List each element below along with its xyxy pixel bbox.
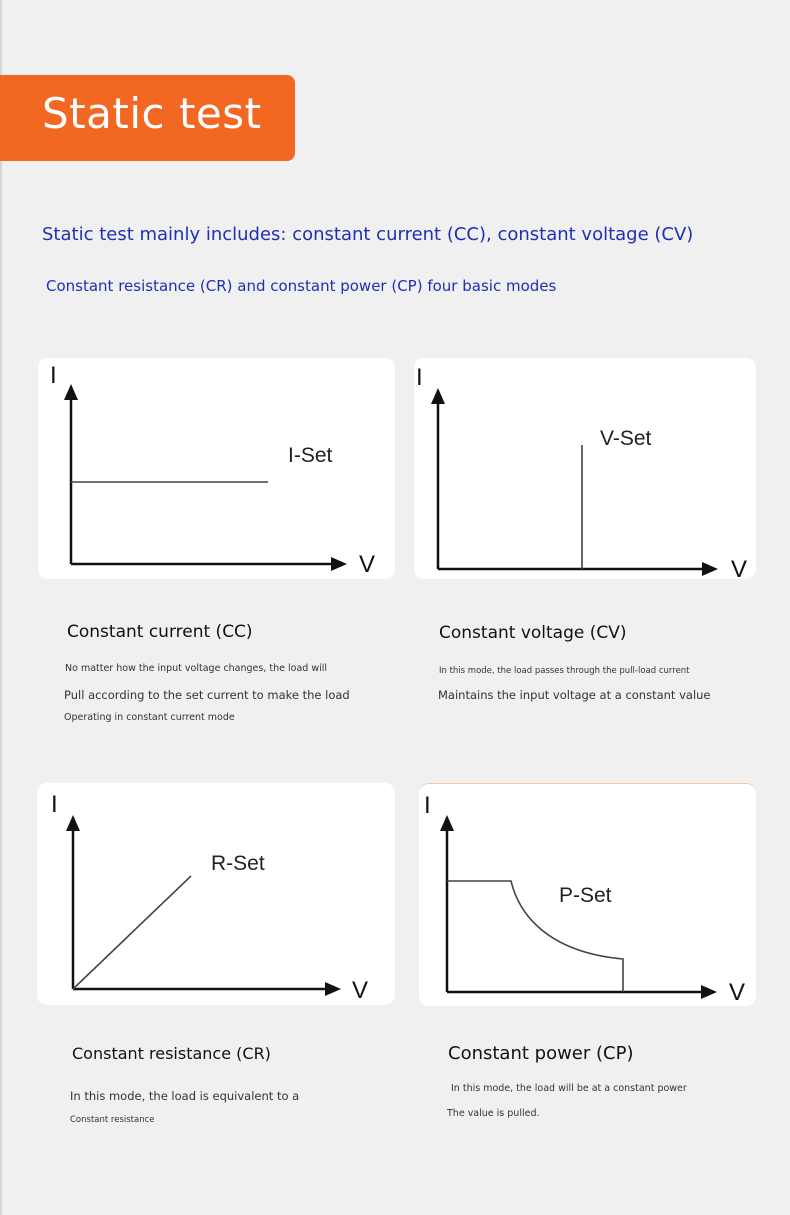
intro-line-1: Static test mainly includes: constant current (CC), constant voltage (CV) <box>42 224 694 245</box>
cv-title: Constant voltage (CV) <box>439 623 627 643</box>
cc-set-label: I-Set <box>288 444 333 467</box>
cv-graph <box>414 358 756 583</box>
cc-y-axis-label: I <box>50 362 57 389</box>
cc-diagram <box>38 358 395 579</box>
cr-desc-line-1: In this mode, the load is equivalent to a <box>70 1089 300 1103</box>
cp-desc-line-2: The value is pulled. <box>447 1108 540 1119</box>
intro-line-2: Constant resistance (CR) and constant power (CP) four basic modes <box>46 277 557 295</box>
cp-desc-line-1: In this mode, the load will be at a constant power <box>451 1083 687 1094</box>
cp-x-arrow <box>701 985 717 999</box>
left-rule <box>0 0 2 1215</box>
page-title: Static test <box>42 89 262 138</box>
cp-y-arrow <box>440 815 454 831</box>
cp-x-axis-label: V <box>729 979 746 1006</box>
cr-set-line <box>73 876 191 989</box>
cc-desc-line-2: Pull according to the set current to make the load <box>64 688 350 702</box>
cr-set-label: R-Set <box>211 852 265 875</box>
cv-set-label: V-Set <box>600 427 652 450</box>
cr-diagram <box>37 783 395 1005</box>
title-banner <box>0 75 295 161</box>
cp-graph <box>419 784 756 1006</box>
cr-x-axis-label: V <box>352 977 369 1004</box>
cr-desc-line-2: Constant resistance <box>70 1115 155 1125</box>
cp-y-axis-label: I <box>424 792 431 819</box>
cc-x-arrow <box>331 557 347 571</box>
cc-desc-line-1: No matter how the input voltage changes, the load will <box>65 663 328 674</box>
cv-y-axis-label: I <box>416 364 423 391</box>
cr-x-arrow <box>325 982 341 996</box>
cv-diagram <box>414 358 756 583</box>
cp-title: Constant power (CP) <box>448 1043 634 1064</box>
cc-title: Constant current (CC) <box>67 622 253 642</box>
cc-desc-line-3: Operating in constant current mode <box>64 712 235 723</box>
cc-x-axis-label: V <box>359 551 376 578</box>
cv-y-arrow <box>431 388 445 404</box>
cp-diagram <box>419 783 756 1006</box>
cv-desc-line-1: In this mode, the load passes through the pull-load current <box>439 666 690 676</box>
cr-graph <box>37 783 395 1005</box>
cv-desc-line-2: Maintains the input voltage at a constant value <box>438 688 711 702</box>
cc-y-arrow <box>64 384 78 400</box>
cr-y-axis-label: I <box>51 791 58 818</box>
cp-set-label: P-Set <box>559 884 612 907</box>
cr-title: Constant resistance (CR) <box>72 1044 271 1063</box>
cc-graph <box>38 358 395 579</box>
cr-y-arrow <box>66 815 80 831</box>
cv-x-arrow <box>702 562 718 576</box>
cv-x-axis-label: V <box>731 556 748 583</box>
